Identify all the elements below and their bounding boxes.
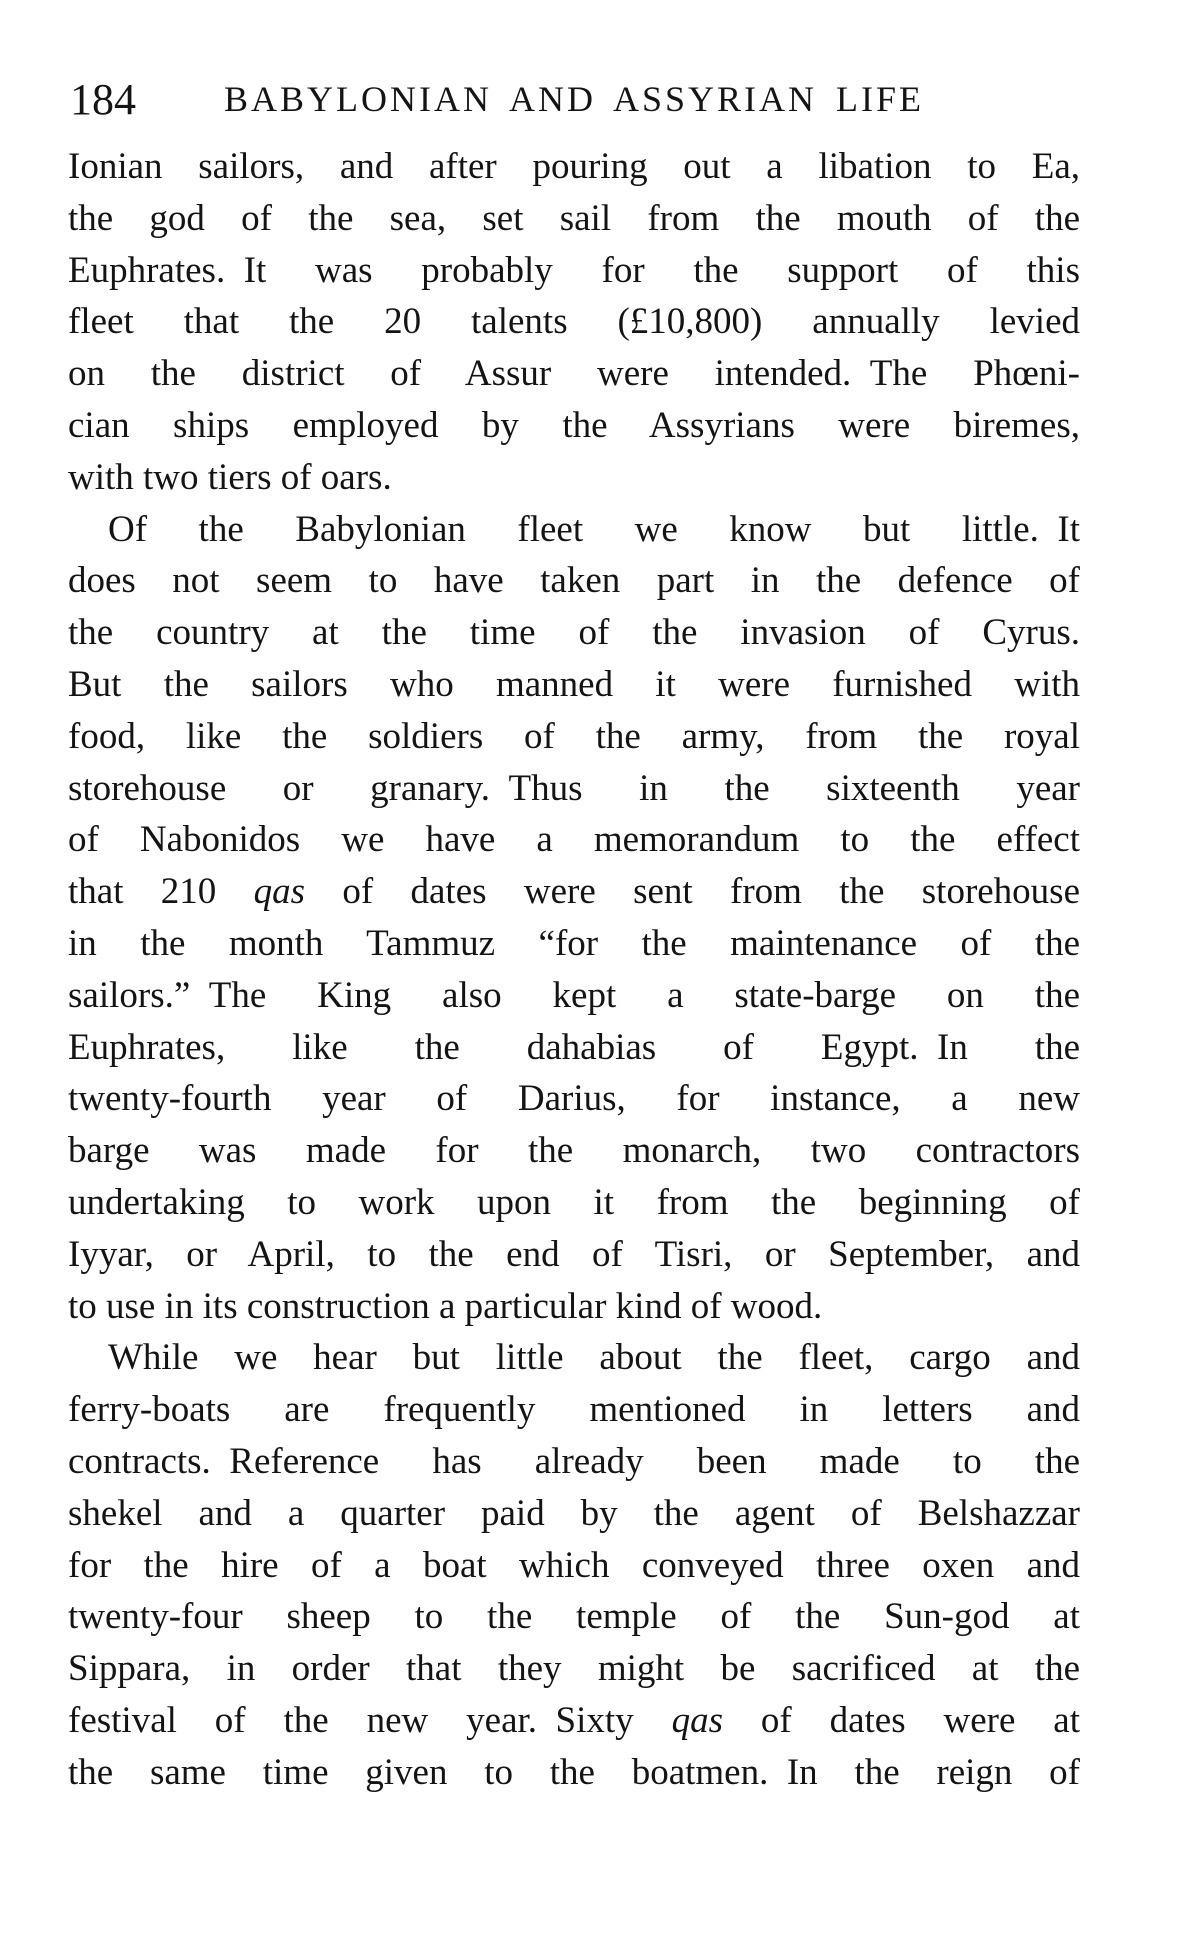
text-line: Sippara, in order that they might be sacrificed at the xyxy=(68,1648,1080,1690)
text-line: does not seem to have taken part in the defence of xyxy=(68,560,1080,602)
text-line: While we hear but little about the fleet, cargo and xyxy=(108,1337,1080,1379)
text-line: But the sailors who manned it were furnished with xyxy=(68,663,1080,705)
text-line: undertaking to work upon it from the beginning of xyxy=(68,1181,1080,1223)
page-text xyxy=(68,141,1080,1799)
text-line: ferry-boats are frequently mentioned in letters and xyxy=(68,1389,1080,1431)
text-line: to use in its construction a particular kind of wood. xyxy=(68,1285,823,1327)
text-line: with two tiers of oars. xyxy=(68,456,392,498)
text-line: storehouse or granary. Thus in the sixteenth year xyxy=(68,767,1080,809)
page-number: 184 xyxy=(70,75,136,124)
text-line: the country at the time of the invasion of Cyrus. xyxy=(68,612,1080,654)
text-line: food, like the soldiers of the army, from the royal xyxy=(68,715,1080,757)
text-line: shekel and a quarter paid by the agent of Belshazzar xyxy=(68,1492,1080,1534)
text-line: barge was made for the monarch, two contractors xyxy=(68,1130,1080,1172)
running-header-title: BABYLONIAN AND ASSYRIAN LIFE xyxy=(223,79,925,119)
text-line: that 210 qas of dates were sent from the storehouse xyxy=(68,871,1081,913)
text-line: on the district of Assur were intended. The Phœni- xyxy=(68,353,1080,395)
text-line: cian ships employed by the Assyrians were biremes, xyxy=(68,404,1080,446)
text-line: fleet that the 20 talents (£10,800) annually levied xyxy=(68,301,1080,343)
text-line: Euphrates. It was probably for the support of this xyxy=(68,249,1080,291)
text-line: in the month Tammuz “for the maintenance of the xyxy=(68,922,1080,964)
text-line: Iyyar, or April, to the end of Tisri, or September, and xyxy=(68,1233,1080,1275)
text-line: festival of the new year. Sixty qas of dates were at xyxy=(68,1699,1080,1741)
text-line: the same time given to the boatmen. In the reign of xyxy=(68,1751,1080,1793)
text-line: Ionian sailors, and after pouring out a libation to Ea, xyxy=(68,146,1080,187)
text-line: for the hire of a boat which conveyed three oxen and xyxy=(68,1544,1080,1586)
text-line: of Nabonidos we have a memorandum to the effect xyxy=(68,819,1080,861)
text-line: twenty-four sheep to the temple of the Sun-god at xyxy=(68,1596,1080,1638)
text-line: Of the Babylonian fleet we know but little. It xyxy=(108,508,1080,550)
text-line: contracts. Reference has already been made to the xyxy=(68,1440,1080,1482)
text-line: Euphrates, like the dahabias of Egypt. In the xyxy=(68,1026,1080,1068)
text-line: sailors.” The King also kept a state-barge on the xyxy=(68,974,1080,1016)
text-line: the god of the sea, set sail from the mouth of the xyxy=(68,197,1080,239)
page-header xyxy=(68,74,1080,122)
text-line: twenty-fourth year of Darius, for instance, a new xyxy=(68,1078,1080,1120)
